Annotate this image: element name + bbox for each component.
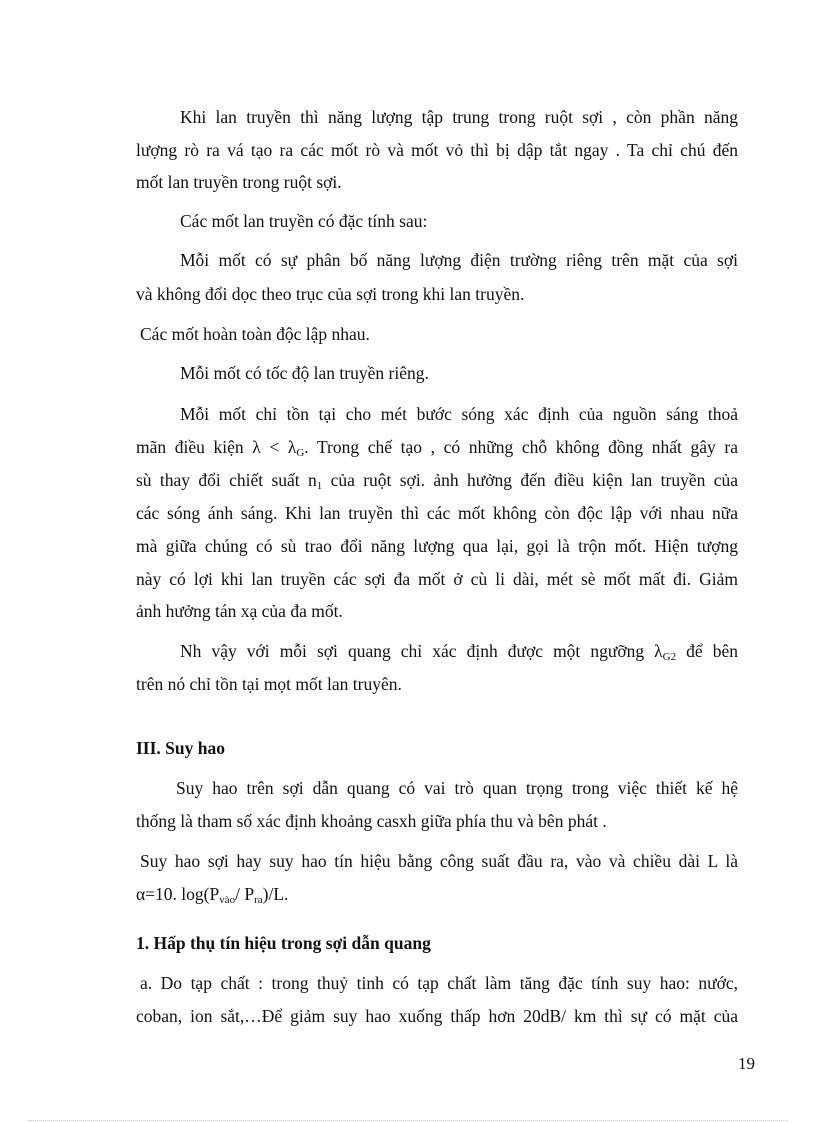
text-run: )/L. xyxy=(262,884,289,904)
paragraph-line: Mỗi mốt chỉ tồn tại cho mét bước sóng xác định của nguồn sáng thoả xyxy=(180,404,738,424)
paragraph-line: và không đổi dọc theo trục của sợi trong khi lan truyền. xyxy=(136,284,525,304)
text-run: / P xyxy=(235,884,255,904)
paragraph-line: mà giữa chúng có sù trao đổi năng lượng qua lại, gọi là trộn mốt. Hiện tượng xyxy=(136,536,738,556)
subscript: G2 xyxy=(662,651,677,663)
footer-divider xyxy=(28,1120,788,1121)
text-run: để bên xyxy=(676,641,738,661)
subscript: ra xyxy=(254,894,263,906)
paragraph-line xyxy=(136,469,738,491)
page-number: 19 xyxy=(738,1054,755,1073)
text-run: α=10. log(P xyxy=(136,884,220,904)
text-run: sù thay đổi chiết suất n xyxy=(136,470,317,490)
paragraph-line: ảnh hưởng tán xạ của đa mốt. xyxy=(136,601,343,621)
paragraph-line: Suy hao trên sợi dẫn quang có vai trò quan trọng trong việc thiết kế hệ xyxy=(176,778,738,798)
paragraph-line: Mỗi mốt có tốc độ lan truyền riêng. xyxy=(180,363,429,383)
paragraph-line: trên nó chỉ tồn tại mọt mốt lan truyên. xyxy=(136,674,402,694)
subscript: G xyxy=(296,447,305,459)
subsection-heading: 1. Hấp thụ tín hiệu trong sợi dẫn quang xyxy=(136,933,431,953)
paragraph-line: Suy hao sợi hay suy hao tín hiệu bằng công suất đầu ra, vào và chiều dài L là xyxy=(140,851,738,871)
paragraph-line: Các mốt lan truyền có đặc tính sau: xyxy=(180,211,428,231)
paragraph-line: thống là tham số xác định khoảng casxh giữa phía thu và bên phát . xyxy=(136,811,607,831)
section-heading: III. Suy hao xyxy=(136,738,226,758)
text-run: . Trong chế tạo , có những chỗ không đồng nhất gây ra xyxy=(304,437,739,457)
paragraph-line: Mỗi mốt có sự phân bố năng lượng điện trường riêng trên mặt của sợi xyxy=(180,250,738,270)
paragraph-line: a. Do tạp chất : trong thuỷ tinh có tạp chất làm tăng đặc tính suy hao: nước, xyxy=(140,973,738,993)
paragraph-line: lượng rò ra vá tạo ra các mốt rò và mốt vỏ thì bị dập tắt ngay . Ta chỉ chú đến xyxy=(136,140,738,160)
paragraph-line: coban, ion sắt,…Để giảm suy hao xuống thấp hơn 20dB/ km thì sự có mặt của xyxy=(136,1006,738,1026)
paragraph-line: mốt lan truyền trong ruột sợi. xyxy=(136,172,342,192)
paragraph-line xyxy=(136,436,738,458)
subscript: vào xyxy=(219,894,236,906)
paragraph-line xyxy=(180,640,738,662)
subscript: 1 xyxy=(316,480,323,492)
formula-line xyxy=(136,883,288,905)
text-run: của ruột sợi. ảnh hưởng đến điều kiện lan truyền của xyxy=(322,470,738,490)
paragraph-line: các sóng ánh sáng. Khi lan truyền thì các mốt không còn độc lập với nhau nữa xyxy=(136,503,738,523)
paragraph-line: Các mốt hoàn toàn độc lập nhau. xyxy=(140,324,370,344)
paragraph-line: Khi lan truyền thì năng lượng tập trung trong ruột sợi , còn phần năng xyxy=(180,107,738,127)
paragraph-line: này có lợi khi lan truyền các sợi đa mốt ở cù li dài, mét sè mốt mất đi. Giảm xyxy=(136,569,738,589)
text-run: Nh vậy với mỗi sợi quang chỉ xác định được một ngưỡng λ xyxy=(180,641,663,661)
text-run: mãn điều kiện λ < λ xyxy=(136,437,297,457)
